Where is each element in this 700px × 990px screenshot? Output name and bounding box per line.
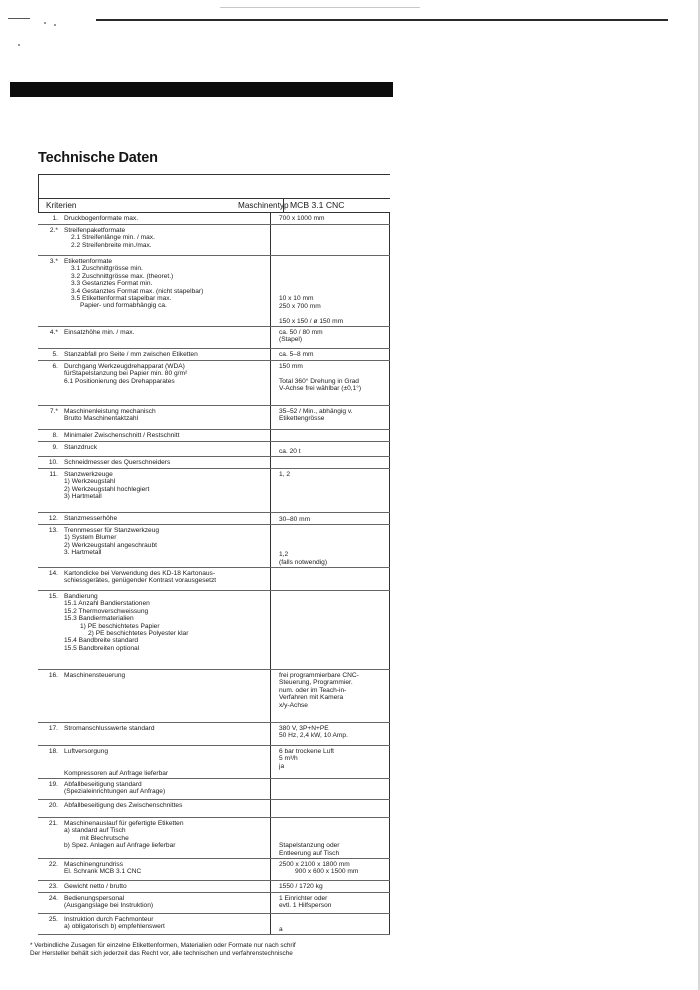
criteria-line: 15.3 Bandiermaterialien xyxy=(64,615,134,623)
criteria-line: schiessgerätes, genügender Kontrast vorausgesetzt xyxy=(64,577,217,585)
value-line: 35–52 / Min., abhängig v. xyxy=(279,408,353,415)
value-line: ca. 5–8 mm xyxy=(279,351,314,358)
criteria-cell xyxy=(62,256,270,326)
criteria-cell xyxy=(62,859,270,880)
scan-artifact-mark xyxy=(8,18,30,19)
criteria-line: 3.4 Gestanztes Format max. (nicht stapelbar) xyxy=(71,287,204,295)
criteria-line: Maschinensteuerung xyxy=(64,672,126,679)
criteria-line: Maschinenauslauf für gefertigte Etiketten xyxy=(64,820,184,827)
scan-artifact-dot xyxy=(44,22,46,24)
criteria-cell xyxy=(62,442,270,456)
value-cell xyxy=(270,225,390,255)
criteria-cell xyxy=(62,746,270,778)
criteria-line: 1) System Blumer xyxy=(64,534,117,542)
row-number: 2.* xyxy=(49,227,58,234)
criteria-line: 6.1 Positionierung des Drehapparates xyxy=(64,377,175,385)
scan-artifact-line xyxy=(220,7,420,8)
table-row xyxy=(38,513,390,525)
criteria-line: Bandierung xyxy=(64,593,98,600)
value-line: 250 x 700 mm xyxy=(279,302,321,310)
value-cell xyxy=(270,723,390,745)
criteria-line: b) Spez. Anlagen auf Anfrage lieferbar xyxy=(64,842,176,850)
scan-artifact-dot xyxy=(54,24,56,26)
row-number: 21. xyxy=(48,820,58,827)
criteria-line: 3.2 Zuschnittgrösse max. (theoret.) xyxy=(71,272,174,280)
value-cell xyxy=(270,361,390,405)
criteria-line: Schneidmesser des Querschneiders xyxy=(64,459,171,466)
criteria-line: Maschinengrundriss xyxy=(64,861,124,868)
criteria-line xyxy=(64,755,270,762)
value-line: 1,2 xyxy=(279,551,289,559)
criteria-cell xyxy=(62,430,270,441)
value-line: (falls notwendig) xyxy=(279,558,328,566)
value-cell xyxy=(270,349,390,360)
value-cell xyxy=(270,568,390,590)
criteria-line: 15.5 Bandbreiten optional xyxy=(64,644,140,652)
value-line: Etikettengrösse xyxy=(279,415,325,423)
criteria-cell xyxy=(62,361,270,405)
value-cell xyxy=(270,881,390,892)
value-cell xyxy=(270,779,390,799)
value-line: 6 bar trockene Luft xyxy=(279,748,334,755)
row-number: 4.* xyxy=(49,329,58,336)
criteria-line: 3.1 Zuschnittgrösse min. xyxy=(71,265,143,273)
criteria-line: a) obligatorisch b) empfehlenswert xyxy=(64,923,165,931)
header-criteria: Kriterien xyxy=(46,201,77,210)
criteria-line: Druckbogenformate max. xyxy=(64,215,139,222)
row-number: 11. xyxy=(49,471,58,478)
row-number: 18. xyxy=(48,748,58,755)
table-row xyxy=(38,430,390,442)
criteria-cell xyxy=(62,893,270,913)
row-number: 6. xyxy=(52,363,58,370)
value-cell xyxy=(270,746,390,778)
table-row xyxy=(38,442,390,457)
criteria-line: Stanzabfall pro Seite / mm zwischen Etiketten xyxy=(64,351,198,358)
criteria-cell xyxy=(62,818,270,858)
criteria-line: a) standard auf Tisch xyxy=(64,827,126,835)
criteria-line: Minimaler Zwischenschnitt / Restschnitt xyxy=(64,432,180,439)
value-line: 50 Hz, 2,4 kW, 10 Amp. xyxy=(279,732,348,740)
table-row xyxy=(38,746,390,779)
table-row xyxy=(38,361,390,406)
table-row xyxy=(38,256,390,327)
criteria-line xyxy=(64,763,270,770)
value-line: Total 360° Drehung in Grad xyxy=(279,377,359,385)
value-line: 150 mm xyxy=(279,363,303,370)
table-body xyxy=(38,213,390,935)
scan-artifact-dot xyxy=(18,44,20,46)
criteria-cell xyxy=(62,568,270,590)
criteria-line: Stanzwerkzeuge xyxy=(64,471,113,478)
spec-table xyxy=(38,174,390,935)
value-line: 150 x 150 / ø 150 mm xyxy=(279,317,344,325)
value-line: x/y-Achse xyxy=(279,701,308,709)
value-line: (Stapel) xyxy=(279,336,303,344)
criteria-line: Etikettenformate xyxy=(64,258,113,265)
value-cell xyxy=(270,800,390,817)
table-row xyxy=(38,881,390,893)
row-number: 23. xyxy=(48,883,58,890)
value-cell xyxy=(270,818,390,858)
value-line: frei programmierbare CNC- xyxy=(279,672,359,679)
criteria-cell xyxy=(62,469,270,512)
criteria-cell xyxy=(62,406,270,429)
criteria-line: Instruktion durch Fachmonteur xyxy=(64,916,154,923)
table-header-box xyxy=(38,174,390,198)
criteria-line: 3.3 Gestanztes Format min. xyxy=(71,280,153,288)
value-line: 380 V, 3P+N+PE xyxy=(279,725,329,732)
table-row xyxy=(38,327,390,349)
criteria-line: 3. Hartmetall xyxy=(64,549,102,557)
value-line: 2500 x 2100 x 1800 mm xyxy=(279,861,350,868)
value-line: 1, 2 xyxy=(279,471,290,478)
criteria-line: (Spezialeinrichtungen auf Anfrage) xyxy=(64,788,166,796)
table-row xyxy=(38,914,390,935)
table-row xyxy=(38,723,390,746)
value-cell xyxy=(270,513,390,524)
criteria-line: fürStapelstanzung bei Papier min. 80 g/m² xyxy=(64,370,188,378)
value-line: 700 x 1000 mm xyxy=(279,215,325,222)
value-line: Entleerung auf Tisch xyxy=(279,849,340,857)
table-row xyxy=(38,469,390,513)
value-cell xyxy=(270,914,390,934)
row-number: 17. xyxy=(48,725,58,732)
value-cell xyxy=(270,893,390,913)
value-line: 1 Einrichter oder xyxy=(279,895,328,902)
criteria-line: 2.1 Streifenlänge min. / max. xyxy=(71,234,155,242)
table-row xyxy=(38,591,390,670)
row-number: 20. xyxy=(48,802,58,809)
criteria-line: 15.1 Anzahl Bandierstationen xyxy=(64,600,150,608)
criteria-line: Streifenpaketformate xyxy=(64,227,126,234)
value-line: evtl. 1 Hilfsperson xyxy=(279,902,332,910)
criteria-cell xyxy=(62,225,270,255)
criteria-cell xyxy=(62,779,270,799)
criteria-line: (Ausgangslage bei Instruktion) xyxy=(64,902,154,910)
criteria-line: Abfallbeseitigung des Zwischenschnittes xyxy=(64,802,183,809)
value-cell xyxy=(270,430,390,441)
criteria-line: Papier- und formabhängig ca. xyxy=(80,302,167,310)
criteria-line: 2) Werkzeugstahl angeschraubt xyxy=(64,541,157,549)
criteria-line: 2.2 Streifenbreite min./max. xyxy=(71,241,152,249)
criteria-cell xyxy=(62,723,270,745)
value-line: ca. 20 t xyxy=(279,447,301,455)
page-title: Technische Daten xyxy=(38,150,158,166)
criteria-line: 15.4 Bandbreite standard xyxy=(64,637,139,645)
row-number: 5. xyxy=(52,351,58,358)
row-number: 10. xyxy=(48,459,58,466)
criteria-cell xyxy=(62,881,270,892)
value-line: 1550 / 1720 kg xyxy=(279,883,323,890)
criteria-cell xyxy=(62,525,270,567)
row-number: 7.* xyxy=(49,408,58,415)
table-row xyxy=(38,859,390,881)
row-number: 13. xyxy=(48,527,58,534)
criteria-line: Kompressoren auf Anfrage lieferbar xyxy=(64,770,169,778)
criteria-cell xyxy=(62,327,270,348)
table-row xyxy=(38,800,390,818)
row-number: 12. xyxy=(48,515,58,522)
criteria-line: Bedienungspersonal xyxy=(64,895,125,902)
value-cell xyxy=(270,327,390,348)
criteria-line: Stanzmesserhöhe xyxy=(64,515,118,522)
footnote xyxy=(30,942,392,958)
value-cell xyxy=(270,591,390,669)
value-line: a xyxy=(279,925,283,933)
row-number: 25. xyxy=(48,916,58,923)
scan-artifact-line xyxy=(96,19,668,21)
table-row xyxy=(38,779,390,800)
value-line xyxy=(279,310,389,317)
row-number: 3.* xyxy=(49,258,58,265)
table-row xyxy=(38,568,390,591)
criteria-line: 2) Werkzeugstahl hochlegiert xyxy=(64,485,150,493)
criteria-line: Stromanschlusswerte standard xyxy=(64,725,155,732)
value-cell xyxy=(270,213,390,224)
criteria-line: Luftversorgung xyxy=(64,748,108,755)
value-cell xyxy=(270,406,390,429)
table-row xyxy=(38,457,390,469)
criteria-line: Durchgang Werkzeugdrehapparat (WDA) xyxy=(64,363,185,370)
value-line xyxy=(279,370,389,377)
criteria-line: 1) Werkzeugstahl xyxy=(64,478,116,486)
header-model: MCB 3.1 CNC xyxy=(283,199,390,212)
table-row xyxy=(38,225,390,256)
criteria-line: El. Schrank MCB 3.1 CNC xyxy=(64,868,142,876)
table-row xyxy=(38,670,390,723)
header-machine-type: Maschinentyp xyxy=(238,201,289,210)
criteria-cell xyxy=(62,670,270,722)
value-line: 30–80 mm xyxy=(279,515,311,523)
row-number: 15. xyxy=(48,593,58,600)
table-row xyxy=(38,893,390,914)
value-line: num. oder im Teach-in- xyxy=(279,686,347,694)
row-number: 16. xyxy=(48,672,58,679)
criteria-cell xyxy=(62,591,270,669)
header-bar xyxy=(10,82,393,97)
criteria-line: Einsatzhöhe min. / max. xyxy=(64,329,135,336)
criteria-line: Gewicht netto / brutto xyxy=(64,883,127,890)
value-cell xyxy=(270,859,390,880)
row-number: 22. xyxy=(48,861,58,868)
criteria-line: 3) Hartmetall xyxy=(64,493,102,501)
value-cell xyxy=(270,442,390,456)
row-number: 9. xyxy=(52,444,58,451)
value-line: ca. 50 / 80 mm xyxy=(279,329,323,336)
table-header-row xyxy=(38,198,390,213)
criteria-line: Maschinenleistung mechanisch xyxy=(64,408,156,415)
value-cell xyxy=(270,469,390,512)
criteria-line: 3.5 Etikettenformat stapelbar max. xyxy=(71,295,172,303)
value-cell xyxy=(270,256,390,326)
table-row xyxy=(38,818,390,859)
criteria-line: Stanzdruck xyxy=(64,444,97,451)
value-line: 5 m³/h xyxy=(279,755,298,763)
value-line: V-Achse frei wählbar (±0,1°) xyxy=(279,385,362,393)
table-row xyxy=(38,406,390,430)
value-cell xyxy=(270,670,390,722)
table-row xyxy=(38,213,390,225)
table-row xyxy=(38,349,390,361)
value-line: Verfahren mit Kamera xyxy=(279,694,344,702)
criteria-cell xyxy=(62,914,270,934)
criteria-line: 15.2 Thermoverschweissung xyxy=(64,607,149,615)
value-line: 10 x 10 mm xyxy=(279,295,314,303)
row-number: 24. xyxy=(48,895,58,902)
footnote-line: * Verbindliche Zusagen für einzelne Etikettenformen, Materialien oder Formate nur nach schrif xyxy=(30,942,296,949)
criteria-cell xyxy=(62,213,270,224)
value-line: 900 x 600 x 1500 mm xyxy=(295,868,359,876)
row-number: 8. xyxy=(52,432,58,439)
criteria-line: mit Blechrutsche xyxy=(80,834,129,842)
row-number: 14. xyxy=(48,570,58,577)
criteria-line: Trennmesser für Stanzwerkzeug xyxy=(64,527,160,534)
criteria-line: Kartondicke bei Verwendung des KD-18 Kartonaus- xyxy=(64,570,216,577)
value-cell xyxy=(270,525,390,567)
criteria-cell xyxy=(62,800,270,817)
criteria-cell xyxy=(62,513,270,524)
value-line: ja xyxy=(279,762,285,770)
criteria-line: 2) PE beschichtetes Polyester klar xyxy=(88,630,189,638)
criteria-cell xyxy=(62,457,270,468)
criteria-line: 1) PE beschichtetes Papier xyxy=(80,622,160,630)
value-cell xyxy=(270,457,390,468)
row-number: 1. xyxy=(52,215,58,222)
criteria-cell xyxy=(62,349,270,360)
table-row xyxy=(38,525,390,568)
row-number: 19. xyxy=(48,781,58,788)
footnote-line: Der Hersteller behält sich jederzeit das Recht vor, alle technischen und verfahrenstechnische xyxy=(30,950,293,957)
criteria-line: Abfallbeseitigung standard xyxy=(64,781,142,788)
value-line: Steuerung, Programmier. xyxy=(279,679,353,687)
criteria-line: Brutto Maschinentaktzahl xyxy=(64,415,139,423)
value-line: Stapelstanzung oder xyxy=(279,842,340,850)
